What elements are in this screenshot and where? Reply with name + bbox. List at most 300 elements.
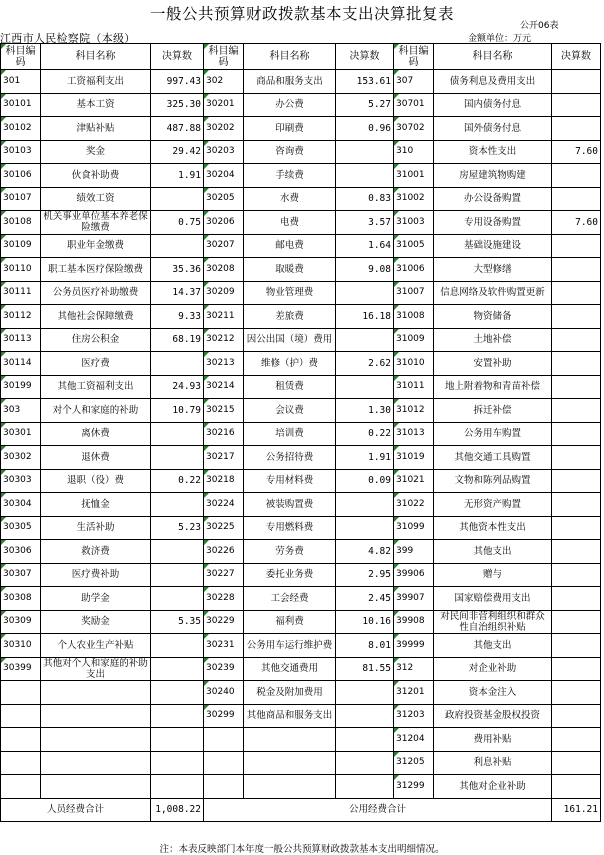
cell-name-1: 津贴补贴	[41, 117, 151, 141]
cell-name-1: 个人农业生产补贴	[41, 634, 151, 658]
cell-name-1: 救济费	[41, 540, 151, 564]
cell-code-3: 30702	[394, 117, 434, 141]
cell-name-2: 福利费	[244, 610, 336, 634]
cell-code-3: 31012	[394, 399, 434, 423]
cell-name-2: 租赁费	[244, 375, 336, 399]
cell-name-2: 公务招待费	[244, 446, 336, 470]
cell-name-3: 办公设备购置	[434, 187, 552, 211]
cell-amount-1: 10.79	[151, 399, 204, 423]
cell-amount-1: 487.88	[151, 117, 204, 141]
table-row	[1, 422, 601, 446]
header-amount-2: 决算数	[336, 44, 394, 70]
cell-name-1	[41, 681, 151, 705]
amount-unit-value: 万元	[513, 34, 532, 44]
cell-code-1: 30306	[1, 540, 41, 564]
cell-name-2: 委托业务费	[244, 563, 336, 587]
table-row	[1, 657, 601, 681]
table-row	[1, 281, 601, 305]
cell-name-1: 机关事业单位基本养老保险缴费	[41, 211, 151, 235]
header-code-3: 科目编码	[394, 44, 434, 70]
cell-amount-3	[552, 540, 601, 564]
cell-amount-3	[552, 446, 601, 470]
cell-code-3: 399	[394, 540, 434, 564]
cell-name-2	[244, 728, 336, 752]
cell-amount-2	[336, 140, 394, 164]
cell-name-1: 抚恤金	[41, 493, 151, 517]
cell-code-1: 30305	[1, 516, 41, 540]
cell-code-1: 30103	[1, 140, 41, 164]
cell-name-2: 被装购置费	[244, 493, 336, 517]
cell-name-1: 助学金	[41, 587, 151, 611]
table-row	[1, 751, 601, 775]
cell-name-3: 对企业补助	[434, 657, 552, 681]
cell-name-2: 咨询费	[244, 140, 336, 164]
table-row	[1, 305, 601, 329]
cell-code-3: 31021	[394, 469, 434, 493]
cell-name-3: 公务用车购置	[434, 422, 552, 446]
cell-code-2: 30213	[204, 352, 244, 376]
cell-name-2: 邮电费	[244, 234, 336, 258]
cell-code-3: 31003	[394, 211, 434, 235]
cell-code-2: 30299	[204, 704, 244, 728]
cell-name-1	[41, 751, 151, 775]
cell-amount-2	[336, 728, 394, 752]
cell-amount-2	[336, 775, 394, 799]
table-row	[1, 681, 601, 705]
cell-code-3: 31002	[394, 187, 434, 211]
cell-code-2: 30204	[204, 164, 244, 188]
cell-amount-3	[552, 493, 601, 517]
cell-name-3: 文物和陈列品购置	[434, 469, 552, 493]
cell-amount-1	[151, 446, 204, 470]
cell-code-2: 30215	[204, 399, 244, 423]
table-row	[1, 540, 601, 564]
cell-code-1: 30101	[1, 93, 41, 117]
cell-amount-2: 81.55	[336, 657, 394, 681]
cell-amount-2	[336, 328, 394, 352]
cell-code-3: 31203	[394, 704, 434, 728]
cell-amount-2: 9.08	[336, 258, 394, 282]
cell-amount-2	[336, 516, 394, 540]
cell-amount-1	[151, 728, 204, 752]
cell-name-3: 资本性支出	[434, 140, 552, 164]
cell-amount-1: 29.42	[151, 140, 204, 164]
cell-code-3: 31299	[394, 775, 434, 799]
table-row	[1, 375, 601, 399]
cell-amount-1	[151, 187, 204, 211]
cell-amount-1: 0.22	[151, 469, 204, 493]
cell-code-2: 30216	[204, 422, 244, 446]
cell-name-3: 对民间非营利组织和群众性自治组织补贴	[434, 610, 552, 634]
cell-code-2: 30201	[204, 93, 244, 117]
cell-amount-2: 16.18	[336, 305, 394, 329]
cell-amount-1	[151, 587, 204, 611]
cell-name-1: 对个人和家庭的补助	[41, 399, 151, 423]
organization-name: 江西市人民检察院（本级）	[0, 32, 136, 45]
cell-name-2: 公务用车运行维护费	[244, 634, 336, 658]
cell-amount-3	[552, 399, 601, 423]
cell-code-1	[1, 775, 41, 799]
cell-name-3: 国内债务付息	[434, 93, 552, 117]
cell-amount-2: 1.64	[336, 234, 394, 258]
cell-amount-1: 997.43	[151, 70, 204, 94]
cell-amount-1: 35.36	[151, 258, 204, 282]
cell-code-3: 31011	[394, 375, 434, 399]
cell-code-3: 31001	[394, 164, 434, 188]
cell-name-3: 土地补偿	[434, 328, 552, 352]
cell-name-2: 印刷费	[244, 117, 336, 141]
cell-amount-1: 68.19	[151, 328, 204, 352]
public-total-value: 161.21	[552, 798, 601, 821]
cell-code-2: 30205	[204, 187, 244, 211]
table-row	[1, 587, 601, 611]
cell-amount-2	[336, 164, 394, 188]
cell-amount-2: 2.45	[336, 587, 394, 611]
cell-code-1: 30108	[1, 211, 41, 235]
cell-code-2: 30218	[204, 469, 244, 493]
table-row	[1, 93, 601, 117]
cell-code-2: 30208	[204, 258, 244, 282]
cell-name-1: 其他工资福利支出	[41, 375, 151, 399]
cell-code-2: 30202	[204, 117, 244, 141]
header-amount-3: 决算数	[552, 44, 601, 70]
cell-amount-2: 3.57	[336, 211, 394, 235]
cell-code-1: 30199	[1, 375, 41, 399]
cell-amount-1	[151, 634, 204, 658]
table-header-row	[1, 44, 601, 70]
table-row	[1, 258, 601, 282]
cell-code-1: 30310	[1, 634, 41, 658]
cell-amount-2: 8.01	[336, 634, 394, 658]
cell-code-3: 31099	[394, 516, 434, 540]
cell-name-1: 奖金	[41, 140, 151, 164]
cell-name-3: 赠与	[434, 563, 552, 587]
cell-code-2: 30225	[204, 516, 244, 540]
cell-amount-2: 10.16	[336, 610, 394, 634]
cell-amount-3: 7.60	[552, 211, 601, 235]
table-row	[1, 563, 601, 587]
cell-code-2: 30207	[204, 234, 244, 258]
table-row	[1, 328, 601, 352]
cell-name-2: 专用燃料费	[244, 516, 336, 540]
cell-name-2: 维修（护）费	[244, 352, 336, 376]
cell-amount-1	[151, 775, 204, 799]
cell-code-3: 31006	[394, 258, 434, 282]
cell-code-3: 31019	[394, 446, 434, 470]
cell-code-1: 30110	[1, 258, 41, 282]
cell-code-2: 30206	[204, 211, 244, 235]
cell-name-2: 办公费	[244, 93, 336, 117]
cell-amount-1	[151, 234, 204, 258]
report-title: 一般公共预算财政拨款基本支出决算批复表	[149, 5, 454, 23]
cell-code-2: 30224	[204, 493, 244, 517]
cell-name-1: 退职（役）费	[41, 469, 151, 493]
cell-name-2: 其他交通费用	[244, 657, 336, 681]
cell-name-1: 医疗费补助	[41, 563, 151, 587]
cell-name-1	[41, 728, 151, 752]
footer-note: 注：本表反映部门本年度一般公共预算财政拨款基本支出明细情况。	[159, 844, 445, 855]
cell-code-3: 31010	[394, 352, 434, 376]
cell-code-3: 31205	[394, 751, 434, 775]
cell-amount-3	[552, 258, 601, 282]
cell-amount-1	[151, 422, 204, 446]
cell-code-1: 30307	[1, 563, 41, 587]
cell-amount-3	[552, 328, 601, 352]
cell-code-3: 39999	[394, 634, 434, 658]
cell-name-3: 其他对企业补助	[434, 775, 552, 799]
cell-amount-1	[151, 563, 204, 587]
cell-amount-2: 2.95	[336, 563, 394, 587]
cell-name-2	[244, 775, 336, 799]
cell-code-2: 30228	[204, 587, 244, 611]
header-code-2: 科目编码	[204, 44, 244, 70]
cell-code-1: 30106	[1, 164, 41, 188]
cell-name-2: 会议费	[244, 399, 336, 423]
cell-name-3: 其他支出	[434, 540, 552, 564]
table-row	[1, 728, 601, 752]
cell-code-1: 30102	[1, 117, 41, 141]
cell-name-1: 住房公积金	[41, 328, 151, 352]
cell-name-2: 专用材料费	[244, 469, 336, 493]
table-row	[1, 634, 601, 658]
header-amount-1: 决算数	[151, 44, 204, 70]
cell-name-3: 资本金注入	[434, 681, 552, 705]
cell-name-3: 大型修缮	[434, 258, 552, 282]
cell-name-3: 费用补贴	[434, 728, 552, 752]
cell-amount-3	[552, 704, 601, 728]
table-row	[1, 352, 601, 376]
cell-amount-3	[552, 587, 601, 611]
cell-amount-3	[552, 281, 601, 305]
cell-code-2: 30229	[204, 610, 244, 634]
cell-name-3: 其他交通工具购置	[434, 446, 552, 470]
cell-code-3: 31201	[394, 681, 434, 705]
cell-name-2: 工会经费	[244, 587, 336, 611]
cell-code-2: 30239	[204, 657, 244, 681]
cell-name-1: 公务员医疗补助缴费	[41, 281, 151, 305]
cell-name-3: 房屋建筑物购建	[434, 164, 552, 188]
cell-name-1: 绩效工资	[41, 187, 151, 211]
cell-amount-2	[336, 751, 394, 775]
cell-name-3: 专用设备购置	[434, 211, 552, 235]
table-row	[1, 164, 601, 188]
cell-name-2: 取暖费	[244, 258, 336, 282]
cell-amount-2	[336, 493, 394, 517]
table-row	[1, 469, 601, 493]
cell-code-2: 30226	[204, 540, 244, 564]
cell-amount-3	[552, 775, 601, 799]
cell-code-2: 30240	[204, 681, 244, 705]
cell-name-2: 劳务费	[244, 540, 336, 564]
cell-code-1	[1, 728, 41, 752]
cell-amount-3	[552, 422, 601, 446]
cell-amount-1	[151, 540, 204, 564]
table-row	[1, 211, 601, 235]
cell-amount-2	[336, 681, 394, 705]
cell-code-3: 39908	[394, 610, 434, 634]
cell-name-1: 工资福利支出	[41, 70, 151, 94]
cell-amount-1: 0.75	[151, 211, 204, 235]
cell-name-1: 离休费	[41, 422, 151, 446]
cell-amount-2: 0.96	[336, 117, 394, 141]
cell-amount-1	[151, 493, 204, 517]
cell-code-1: 30303	[1, 469, 41, 493]
cell-name-3: 国家赔偿费用支出	[434, 587, 552, 611]
cell-amount-1: 325.30	[151, 93, 204, 117]
cell-amount-3: 7.60	[552, 140, 601, 164]
cell-amount-3	[552, 187, 601, 211]
table-row	[1, 610, 601, 634]
cell-name-1: 其他社会保障缴费	[41, 305, 151, 329]
cell-amount-2: 1.91	[336, 446, 394, 470]
cell-name-3: 其他资本性支出	[434, 516, 552, 540]
cell-name-3: 物资储备	[434, 305, 552, 329]
personnel-total-label: 人员经费合计	[1, 798, 151, 821]
cell-code-3: 39907	[394, 587, 434, 611]
cell-code-1: 30111	[1, 281, 41, 305]
cell-amount-3	[552, 93, 601, 117]
cell-amount-1	[151, 681, 204, 705]
table-row	[1, 516, 601, 540]
cell-code-2: 302	[204, 70, 244, 94]
cell-amount-3	[552, 610, 601, 634]
table-row	[1, 446, 601, 470]
cell-amount-3	[552, 352, 601, 376]
cell-name-1: 奖励金	[41, 610, 151, 634]
cell-amount-3	[552, 70, 601, 94]
cell-amount-1: 1.91	[151, 164, 204, 188]
cell-name-3: 安置补助	[434, 352, 552, 376]
cell-name-3: 国外债务付息	[434, 117, 552, 141]
cell-code-2: 30212	[204, 328, 244, 352]
table-row	[1, 187, 601, 211]
cell-code-3: 31005	[394, 234, 434, 258]
cell-code-1: 30309	[1, 610, 41, 634]
cell-code-2: 30203	[204, 140, 244, 164]
table-row	[1, 117, 601, 141]
cell-name-1	[41, 704, 151, 728]
cell-name-2: 税金及附加费用	[244, 681, 336, 705]
cell-name-1: 生活补助	[41, 516, 151, 540]
cell-amount-3	[552, 234, 601, 258]
cell-amount-2	[336, 375, 394, 399]
cell-code-3: 307	[394, 70, 434, 94]
cell-code-3: 31008	[394, 305, 434, 329]
cell-amount-1: 5.35	[151, 610, 204, 634]
cell-code-2: 30211	[204, 305, 244, 329]
cell-amount-3	[552, 117, 601, 141]
cell-name-1	[41, 775, 151, 799]
cell-code-2: 30227	[204, 563, 244, 587]
cell-amount-1	[151, 704, 204, 728]
cell-code-1: 30112	[1, 305, 41, 329]
cell-code-1: 30304	[1, 493, 41, 517]
cell-code-3: 31204	[394, 728, 434, 752]
cell-amount-3	[552, 469, 601, 493]
cell-amount-2: 2.62	[336, 352, 394, 376]
public-total-label: 公用经费合计	[204, 798, 552, 821]
cell-amount-2: 0.83	[336, 187, 394, 211]
cell-amount-2: 5.27	[336, 93, 394, 117]
expenditure-table	[0, 43, 601, 822]
cell-name-2: 其他商品和服务支出	[244, 704, 336, 728]
cell-name-2: 商品和服务支出	[244, 70, 336, 94]
cell-amount-3	[552, 728, 601, 752]
cell-code-2	[204, 775, 244, 799]
cell-name-3: 政府投资基金股权投资	[434, 704, 552, 728]
table-row	[1, 70, 601, 94]
table-row	[1, 234, 601, 258]
header-name-2: 科目名称	[244, 44, 336, 70]
cell-amount-2: 153.61	[336, 70, 394, 94]
header-name-1: 科目名称	[41, 44, 151, 70]
cell-amount-1	[151, 751, 204, 775]
cell-code-3: 39906	[394, 563, 434, 587]
table-row	[1, 775, 601, 799]
cell-name-1: 其他对个人和家庭的补助支出	[41, 657, 151, 681]
cell-name-1: 职工基本医疗保险缴费	[41, 258, 151, 282]
cell-name-2: 培训费	[244, 422, 336, 446]
cell-amount-1	[151, 657, 204, 681]
cell-name-2: 电费	[244, 211, 336, 235]
cell-amount-3	[552, 164, 601, 188]
cell-name-2	[244, 751, 336, 775]
cell-code-1: 30302	[1, 446, 41, 470]
cell-code-3: 31022	[394, 493, 434, 517]
cell-name-3: 利息补贴	[434, 751, 552, 775]
cell-name-1: 医疗费	[41, 352, 151, 376]
cell-code-2	[204, 751, 244, 775]
cell-code-1: 303	[1, 399, 41, 423]
cell-amount-2: 1.30	[336, 399, 394, 423]
cell-code-2: 30214	[204, 375, 244, 399]
cell-amount-3	[552, 657, 601, 681]
cell-amount-2	[336, 704, 394, 728]
cell-amount-3	[552, 305, 601, 329]
cell-code-1: 30114	[1, 352, 41, 376]
amount-unit-label: 金额单位：	[468, 34, 514, 44]
cell-amount-2	[336, 281, 394, 305]
cell-amount-1: 24.93	[151, 375, 204, 399]
cell-code-1: 30107	[1, 187, 41, 211]
cell-code-3: 31009	[394, 328, 434, 352]
table-row	[1, 493, 601, 517]
cell-code-3: 31007	[394, 281, 434, 305]
cell-code-1	[1, 751, 41, 775]
cell-amount-3	[552, 634, 601, 658]
cell-code-2: 30217	[204, 446, 244, 470]
cell-name-3: 基础设施建设	[434, 234, 552, 258]
table-row	[1, 399, 601, 423]
cell-code-1: 30113	[1, 328, 41, 352]
cell-amount-2: 4.82	[336, 540, 394, 564]
cell-code-1: 30301	[1, 422, 41, 446]
cell-code-3: 30701	[394, 93, 434, 117]
form-number: 公开06表	[520, 21, 559, 31]
cell-code-1: 301	[1, 70, 41, 94]
cell-code-3: 310	[394, 140, 434, 164]
cell-code-1: 30399	[1, 657, 41, 681]
cell-code-1	[1, 704, 41, 728]
cell-name-2: 因公出国（境）费用	[244, 328, 336, 352]
cell-name-2: 水费	[244, 187, 336, 211]
table-row	[1, 140, 601, 164]
cell-name-3: 无形资产购置	[434, 493, 552, 517]
cell-code-1: 30109	[1, 234, 41, 258]
cell-amount-2: 0.09	[336, 469, 394, 493]
cell-code-2	[204, 728, 244, 752]
header-name-3: 科目名称	[434, 44, 552, 70]
